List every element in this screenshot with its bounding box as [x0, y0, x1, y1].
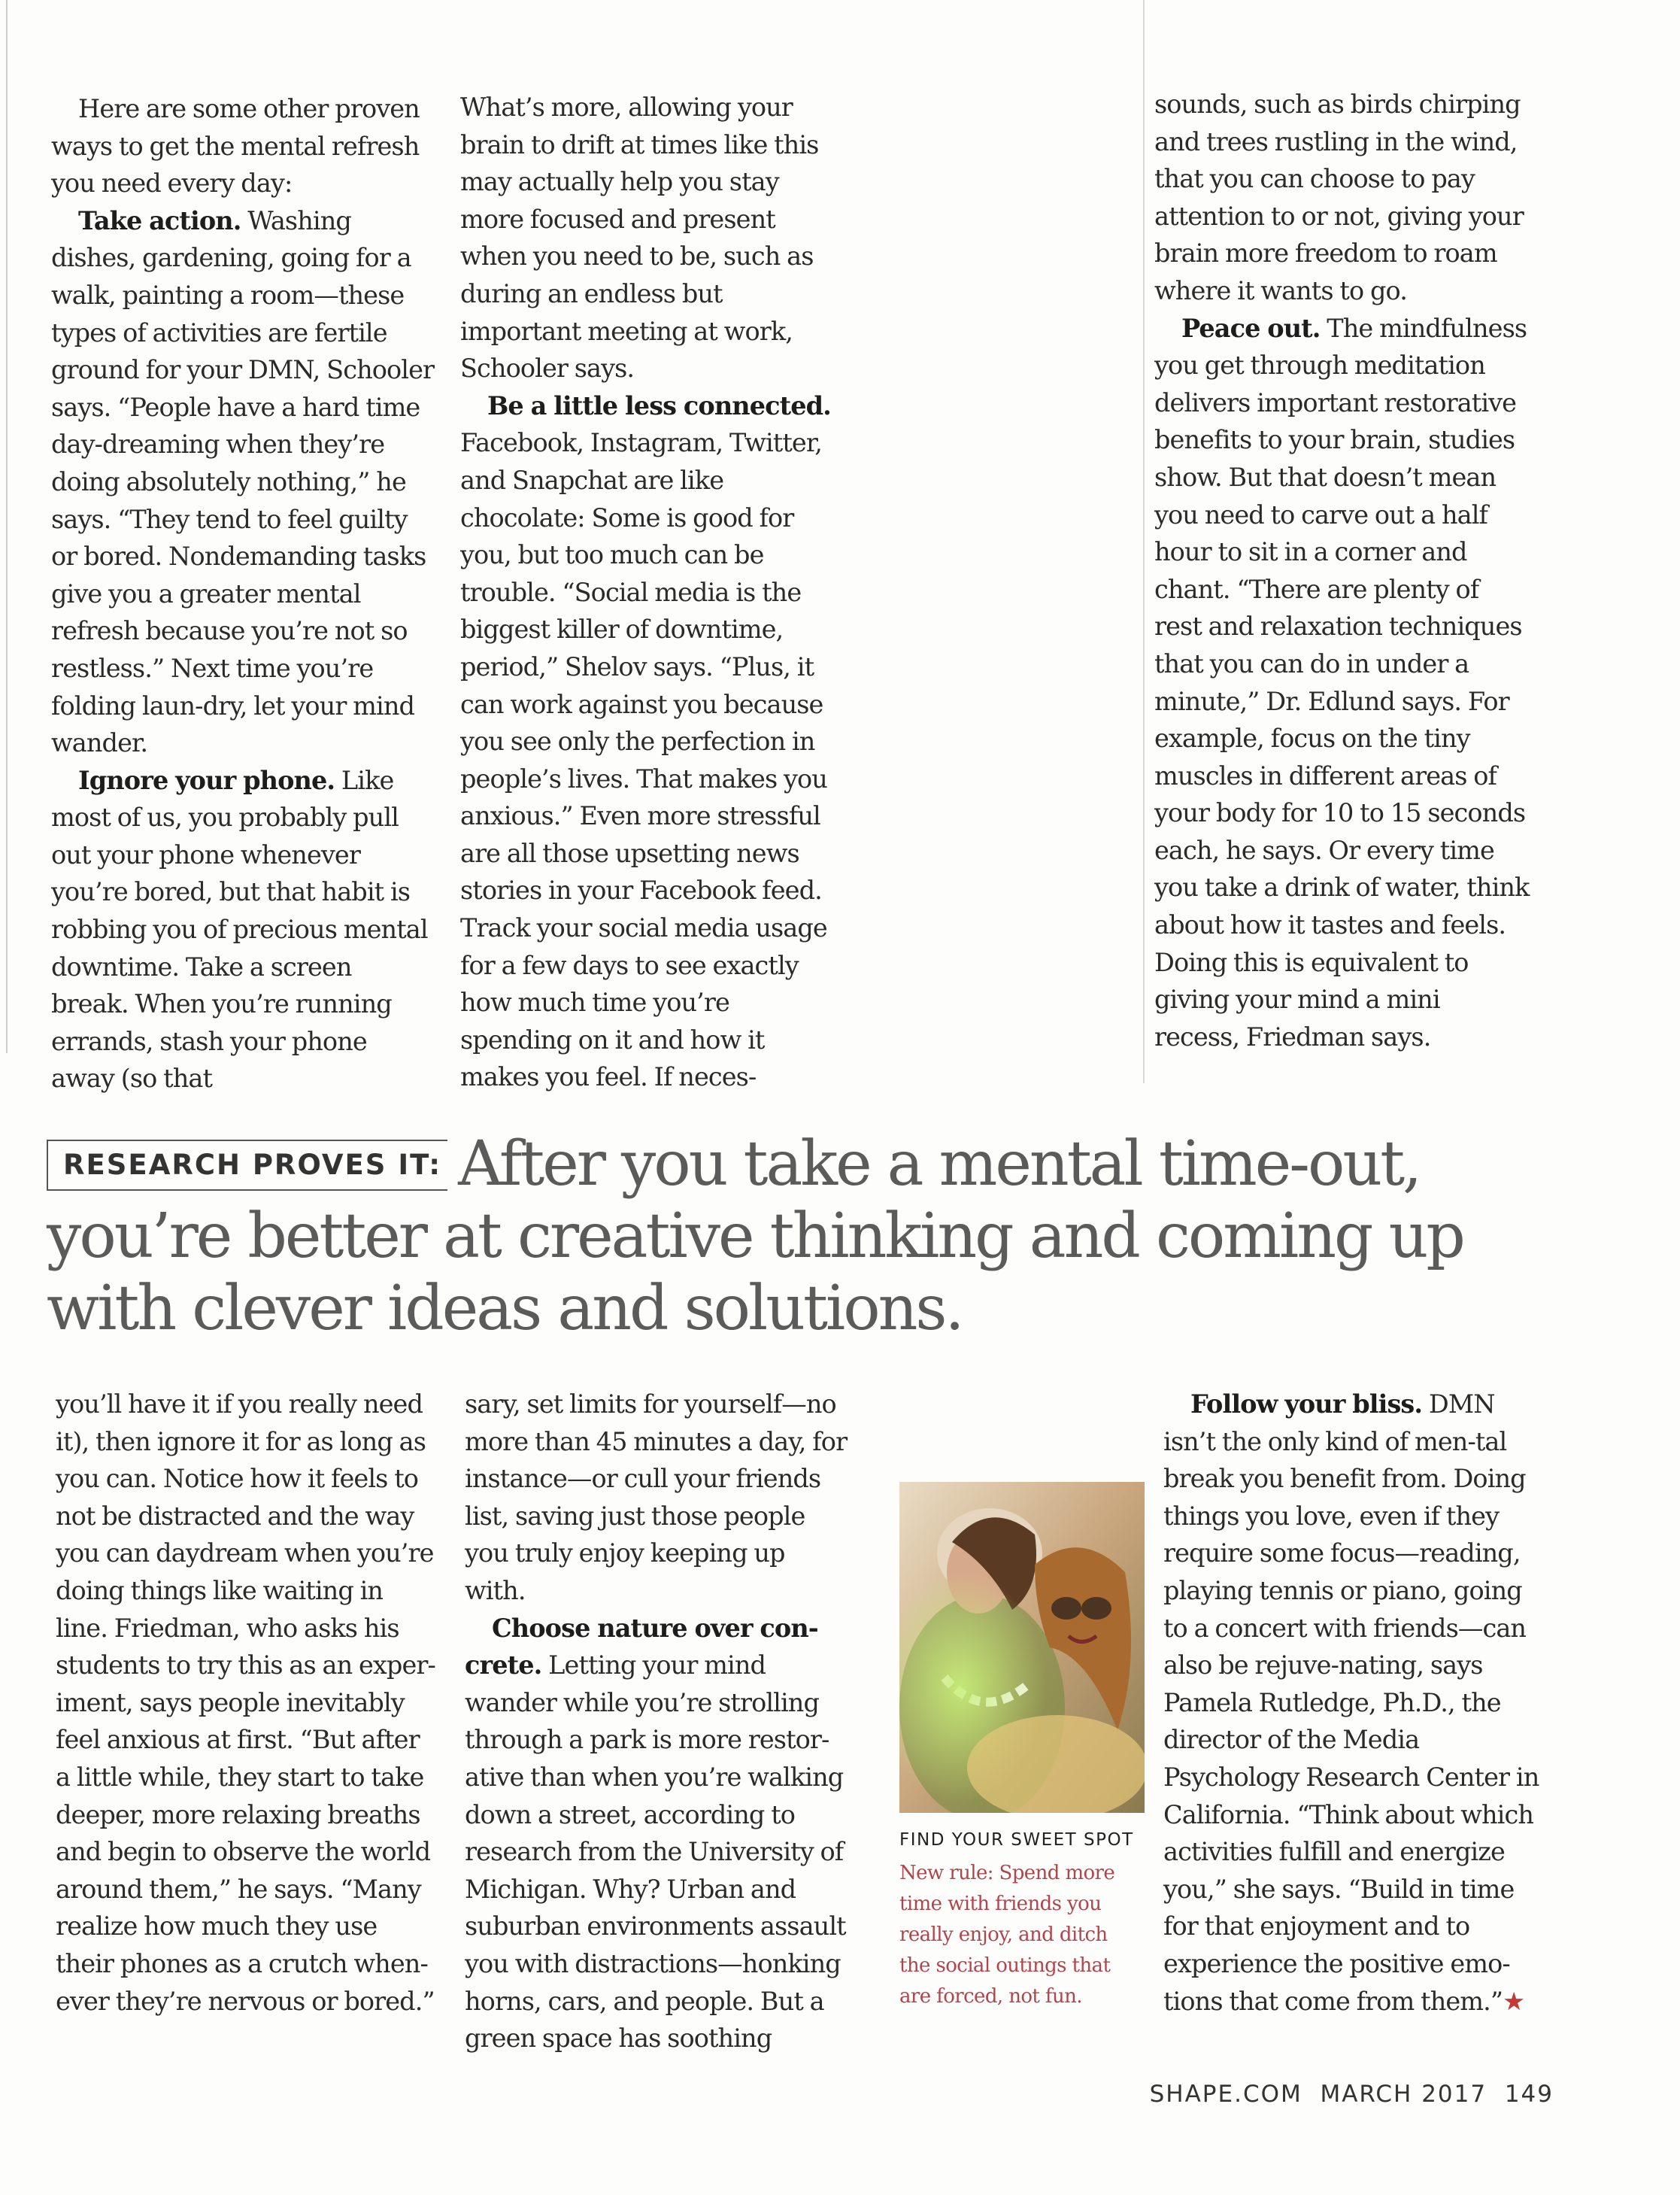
- paragraph: [460, 387, 844, 1096]
- friends-photo-illustration: [899, 1482, 1145, 1813]
- subhead: Ignore your phone.: [78, 765, 335, 795]
- photo-caption-title: FIND YOUR SWEET SPOT: [899, 1830, 1134, 1850]
- paragraph: [1163, 1386, 1539, 2020]
- article-column-top-2: [460, 89, 844, 1096]
- paragraph-text: Like most of us, you probably pull out your phone whenever you’re bored, but that habit is robbing you of precious mental downtime. Take a screen break. When you’re running errands, stash your phone away (so that: [51, 765, 428, 1094]
- paragraph-text: The mindfulness you get through meditation delivers important restorative benefits to your brain, studies show. But that doesn’t mean you need to carve out a half hour to sit in a corner and chant. “There are plenty of rest and relaxation techniques that you can do in under a minute,” Dr. Edlund says. For example, focus on the tiny muscles in different areas of your body for 10 to 15 seconds each, he says. Or every time you take a drink of water, think about how it tastes and feels. Doing this is equivalent to giving your mind a mini recess, Friedman says.: [1154, 313, 1530, 1052]
- friends-photo: [899, 1482, 1145, 1813]
- article-column-top-3: [1154, 86, 1530, 1055]
- paragraph: [465, 1610, 850, 2057]
- paragraph: sounds, such as birds chirping and trees rustling in the wind, that you can choose to pay attention to or not, giving your brain more freedom to roam where it wants to go.: [1154, 90, 1524, 305]
- article-column-top-1: [51, 90, 435, 1098]
- paragraph-text: Facebook, Instagram, Twitter, and Snapchat are like chocolate: Some is good for you, but too much can be trouble. “Social media is the biggest killer of downtime, period,” Shelov says. “Plus, it can work against you because you see only the perfection in people’s lives. That makes you anxious.” Even more stressful are all those upsetting news stories in your Facebook feed. Track your social media usage for a few days to see exactly how much time you’re spending on it and how it makes you feel. If neces-: [460, 428, 827, 1092]
- subhead: Peace out.: [1181, 313, 1321, 343]
- paragraph: Here are some other proven ways to get the mental refresh you need every day:: [51, 94, 420, 199]
- subhead: Take action.: [78, 205, 241, 235]
- column-rule: [6, 0, 8, 1053]
- photo-caption: New rule: Spend more time with friends you really enjoy, and ditch the social outings that are forced, not fun.: [899, 1862, 1115, 2008]
- subhead: Be a little less connected.: [487, 390, 831, 420]
- paragraph-text: DMN isn’t the only kind of men-tal break you benefit from. Doing things you love, even if they require some focus—reading, playing tennis or piano, going to a concert with friends—can also be rejuve-nating, says Pamela Rutledge, Ph.D., the director of the Media Psychology Research Center in California. “Think about which activities fulfill and energize you,” she says. “Build in time for that enjoyment and to experience the positive emo-tions that come from them.”: [1163, 1389, 1539, 2016]
- pull-quote: [47, 1128, 1521, 1345]
- paragraph: [1154, 310, 1530, 1056]
- paragraph: What’s more, allowing your brain to drift at times like this may actually help you stay more focused and present when you need to be, such as during an endless but important meeting at work, Schooler says.: [460, 93, 819, 384]
- page-number: 149: [1504, 2081, 1554, 2108]
- subhead: Choose nature over con-crete.: [465, 1613, 818, 1680]
- paragraph: you’ll have it if you really need it), then ignore it for as long as you can. Notice how it feels to not be distracted and the way you can daydream when you’re doing things like waiting in line. Friedman, who asks his students to try this as an exper-iment, says people inevitably feel anxious at first. “But after a little while, they start to take deeper, more relaxing breaths and begin to observe the world around them,” he says. “Many realize how much they use their phones as a crutch when-ever they’re nervous or bored.”: [56, 1389, 435, 2016]
- pull-quote-label: RESEARCH PROVES IT:: [47, 1140, 447, 1191]
- paragraph: sary, set limits for yourself—no more than 45 minutes a day, for instance—or cull your friends list, saving just those people you truly enjoy keeping up with.: [465, 1389, 848, 1605]
- footer-date: MARCH 2017: [1320, 2081, 1487, 2108]
- subhead: Follow your bliss.: [1190, 1389, 1423, 1419]
- paragraph: [51, 202, 435, 762]
- paragraph-text: Washing dishes, gardening, going for a walk, painting a room—these types of activities are fertile ground for your DMN, Schooler says. “People have a hard time day-dreaming when they’re doing absolutely nothing,” he says. “They tend to feel guilty or bored. Nondemanding tasks give you a greater mental refresh because you’re not so restless.” Next time you’re folding laun-dry, let your mind wander.: [51, 205, 435, 758]
- page-footer: [1150, 2081, 1554, 2108]
- footer-site: SHAPE.COM: [1149, 2081, 1302, 2108]
- paragraph: [51, 762, 435, 1098]
- article-column-bottom-1: [56, 1386, 439, 2020]
- paragraph-text: Letting your mind wander while you’re strolling through a park is more restor-ative than when you’re walking down a street, according to research from the University of Michigan. Why? Urban and suburban environments assault you with distractions—honking horns, cars, and people. But a green space has soothing: [465, 1650, 846, 2054]
- end-mark-star-icon: ★: [1503, 1986, 1525, 2016]
- article-column-bottom-4: [1163, 1386, 1539, 2020]
- pull-quote-text: After you take a mental time-out, you’re better at creative thinking and coming up with clever ideas and solutions.: [47, 1128, 1463, 1344]
- article-column-bottom-2: [465, 1386, 850, 2057]
- column-rule: [1143, 0, 1145, 1083]
